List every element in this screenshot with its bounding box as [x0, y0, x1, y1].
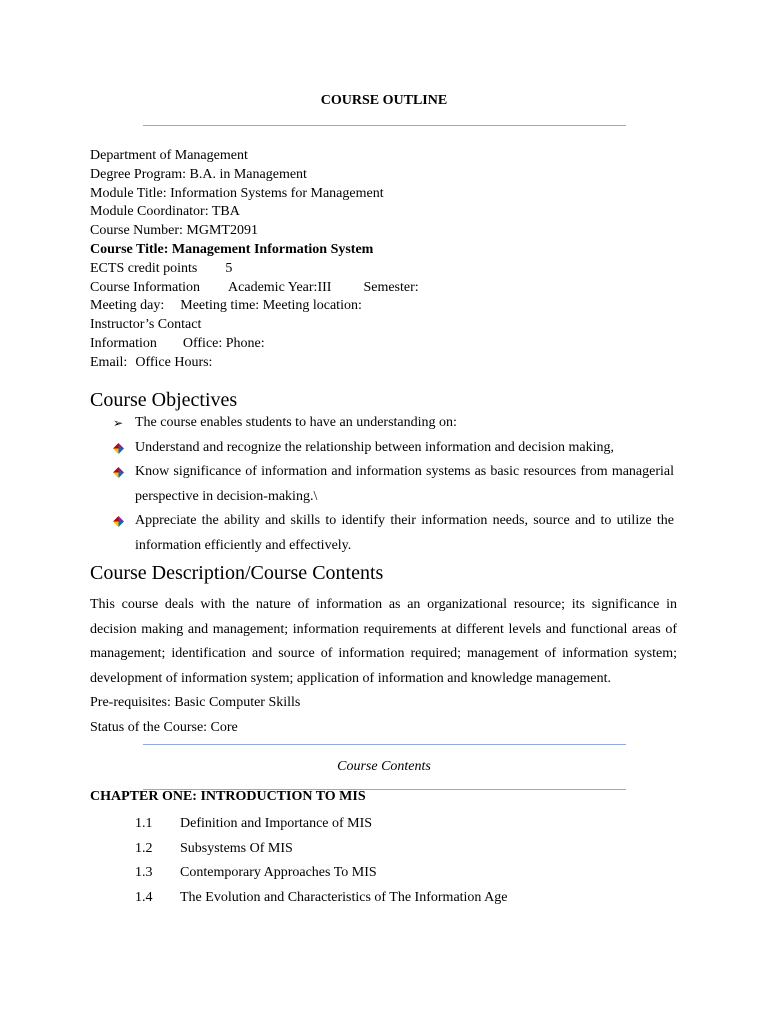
contents-heading: Course Contents	[337, 759, 431, 774]
toc-item	[135, 812, 507, 837]
ects-value: 5	[225, 260, 233, 276]
title-divider	[143, 125, 626, 126]
objectives-intro-item	[113, 411, 674, 436]
page-title: COURSE OUTLINE	[320, 93, 448, 108]
toc-item-number: 1.2	[135, 840, 153, 856]
course-information-line	[90, 279, 419, 298]
objectives-list	[113, 411, 674, 558]
toc-item-label: The Evolution and Characteristics of The Information Age	[180, 889, 508, 905]
information-label: Information	[90, 335, 157, 351]
ects-line	[90, 260, 419, 279]
phone-label: Phone:	[225, 335, 265, 351]
chapter-heading: CHAPTER ONE: INTRODUCTION TO MIS	[90, 789, 366, 804]
toc-item	[135, 861, 507, 886]
objective-item	[113, 436, 674, 461]
quad-diamond-bullet-icon	[113, 467, 124, 478]
objectives-intro-text: The course enables students to have an understanding on:	[135, 415, 457, 430]
meeting-location: Meeting location:	[262, 298, 362, 314]
degree-line: Degree Program: B.A. in Management	[90, 166, 307, 182]
objective-text: Appreciate the ability and skills to identify their information needs, source and to utilize the information efficiently and effectively.	[135, 513, 674, 553]
toc-item-number: 1.4	[135, 889, 153, 905]
department-line: Department of Management	[90, 148, 248, 163]
meeting-line	[90, 297, 419, 316]
objective-item	[113, 509, 674, 558]
office-line	[90, 335, 419, 354]
ects-label: ECTS credit points	[90, 260, 198, 276]
description-paragraph: This course deals with the nature of information as an organizational resource; its significance in decision making and management; information requirements at different levels and functional areas of management; identification and source of information required; management of information system; development of information system; application of information and knowledge management.	[90, 597, 677, 686]
semester: Semester:	[363, 279, 419, 295]
arrow-bullet-icon: ➢	[113, 416, 124, 430]
meeting-time: Meeting time:	[180, 298, 260, 314]
office-label: Office:	[182, 335, 223, 351]
coordinator-line: Module Coordinator: TBA	[90, 204, 240, 220]
course-number-line: Course Number: MGMT2091	[90, 223, 258, 239]
toc-item-label: Subsystems Of MIS	[180, 840, 293, 856]
meeting-day: Meeting day:	[90, 298, 165, 314]
status-line: Status of the Course: Core	[90, 720, 238, 735]
course-title-line: Course Title: Management Information System	[90, 241, 374, 257]
email-line	[90, 354, 419, 373]
quad-diamond-bullet-icon	[113, 516, 124, 527]
email-label: Email:	[90, 354, 128, 370]
toc-item-number: 1.1	[135, 816, 153, 831]
course-info-block	[90, 147, 419, 373]
objective-text: Understand and recognize the relationship between information and decision making,	[135, 439, 614, 455]
description-heading: Course Description/Course Contents	[90, 562, 384, 584]
objectives-heading: Course Objectives	[90, 389, 238, 411]
toc-item	[135, 837, 507, 862]
objective-text: Know significance of information and information systems as basic resources from managerial perspective in decision-making.\	[135, 464, 674, 504]
instructor-contact-line: Instructor’s Contact	[90, 317, 202, 333]
toc-item-label: Definition and Importance of MIS	[180, 816, 373, 831]
toc-item-label: Contemporary Approaches To MIS	[180, 865, 377, 880]
course-info-label: Course Information	[90, 279, 201, 295]
module-title-line: Module Title: Information Systems for Management	[90, 185, 384, 201]
contents-divider-top	[143, 744, 626, 745]
office-hours-label: Office Hours:	[135, 354, 213, 370]
toc-item	[135, 886, 507, 911]
academic-year: Academic Year:III	[228, 279, 332, 295]
chapter-toc	[135, 812, 507, 910]
toc-item-number: 1.3	[135, 865, 153, 880]
quad-diamond-bullet-icon	[113, 443, 124, 454]
prerequisites-line: Pre-requisites: Basic Computer Skills	[90, 695, 301, 710]
objective-item	[113, 460, 674, 509]
